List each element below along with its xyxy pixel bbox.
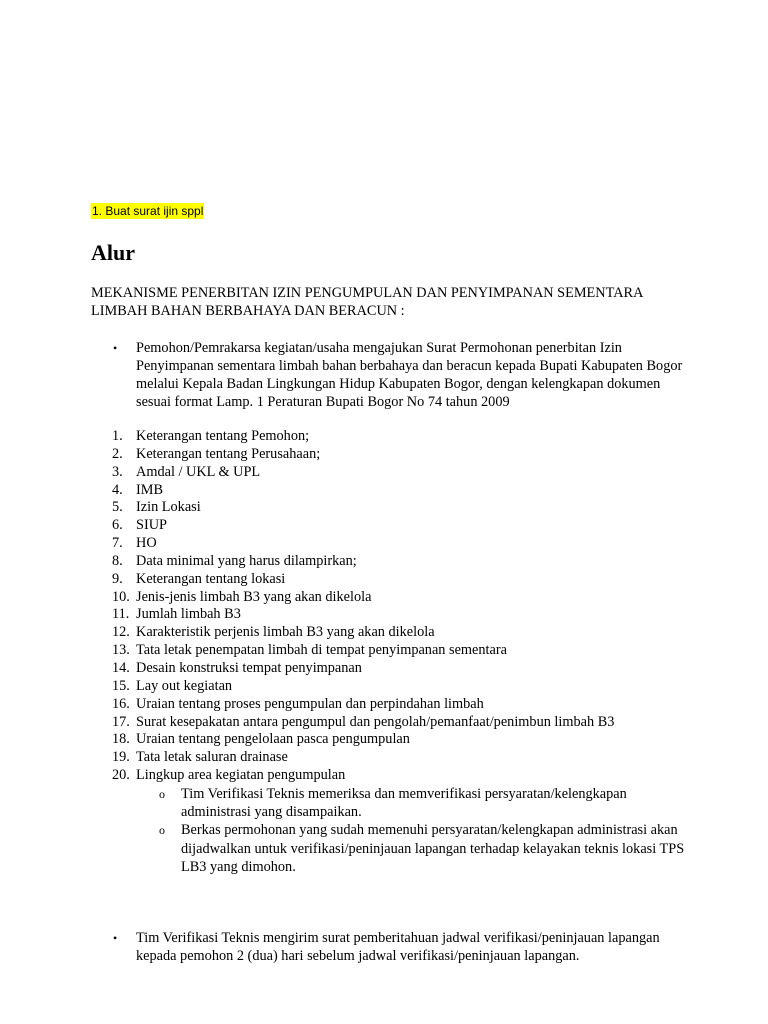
intro-paragraph: MEKANISME PENERBITAN IZIN PENGUMPULAN DAN PENYIMPANAN SEMENTARA LIMBAH BAHAN BERBAHAYA DAN BERACUN :: [91, 285, 643, 319]
requirements-list: [91, 428, 691, 785]
bullet-list-second: [91, 929, 691, 965]
list-item-number: 6.: [112, 517, 123, 534]
list-item: [91, 678, 691, 696]
list-item-number: 1.: [112, 428, 123, 444]
list-item: [91, 624, 691, 642]
bullet-icon: •: [113, 341, 118, 355]
list-item-number: 16.: [112, 695, 130, 712]
list-item-text: Amdal / UKL & UPL: [136, 463, 261, 480]
list-item: [91, 499, 691, 517]
list-item-number: 10.: [112, 588, 130, 605]
list-item-text: Desain konstruksi tempat penyimpanan: [136, 659, 362, 676]
list-item-number: 4.: [112, 481, 123, 498]
list-item-text: IMB: [136, 481, 164, 498]
sub-list-item: [91, 785, 691, 821]
bullet-item-text: Tim Verifikasi Teknis mengirim surat pemberitahuan jadwal verifikasi/peninjauan lapangan kepada pemohon 2 (dua) hari sebelum jadwal verifikasi/peninjauan lapangan.: [136, 930, 660, 964]
list-item-text: Lay out kegiatan: [136, 677, 233, 694]
list-item: [91, 428, 691, 446]
list-item: [91, 571, 691, 589]
circle-bullet-icon: o: [159, 823, 165, 838]
list-item-text: Keterangan tentang Pemohon;: [136, 428, 310, 444]
list-item-number: 15.: [112, 677, 130, 694]
list-item: [91, 553, 691, 571]
sub-list-item-text: Tim Verifikasi Teknis memeriksa dan memverifikasi persyaratan/kelengkapan administrasi yang disampaikan.: [181, 786, 627, 821]
list-item-number: 12.: [112, 624, 130, 641]
bullet-item-text: Pemohon/Pemrakarsa kegiatan/usaha mengajukan Surat Permohonan penerbitan Izin Penyimpanan sementara limbah bahan berbahaya dan beracun kepada Bupati Kabupaten Bogor melalui Kepala Badan Lingkungan Hidup Kabupaten Bogor, dengan kelengkapan dokumen sesuai format Lamp. 1 Peraturan Bupati Bogor No 74 tahun 2009: [136, 340, 683, 410]
list-item: [91, 714, 691, 732]
list-item-text: Tata letak penempatan limbah di tempat penyimpanan sementara: [136, 642, 507, 659]
list-item-number: 11.: [112, 606, 130, 623]
list-item: [91, 660, 691, 678]
list-item-text: Uraian tentang pengelolaan pasca pengumpulan: [136, 731, 410, 748]
list-item-number: 2.: [112, 445, 123, 462]
list-item: [91, 642, 691, 660]
list-item: [91, 731, 691, 749]
bullet-list-first: [91, 339, 691, 411]
list-item-text: Keterangan tentang Perusahaan;: [136, 445, 321, 462]
list-item-number: 19.: [112, 749, 130, 766]
list-item-number: 5.: [112, 499, 123, 516]
list-item: [91, 589, 691, 607]
list-item-text: Data minimal yang harus dilampirkan;: [136, 552, 357, 569]
list-item-text: Tata letak saluran drainase: [136, 749, 288, 766]
list-item-number: 13.: [112, 642, 130, 659]
list-item-text: Jumlah limbah B3: [136, 606, 241, 623]
list-item: [91, 482, 691, 500]
list-item-number: 17.: [112, 713, 130, 730]
list-item-number: 9.: [112, 570, 123, 587]
list-item-text: Jenis-jenis limbah B3 yang akan dikelola: [136, 588, 372, 605]
list-item: [91, 517, 691, 535]
circle-bullet-icon: o: [159, 787, 165, 801]
list-item-number: 3.: [112, 463, 123, 480]
list-item: [91, 696, 691, 714]
list-item: [91, 606, 691, 624]
bullet-item: [91, 929, 691, 965]
list-item-text: Lingkup area kegiatan pengumpulan: [136, 767, 346, 784]
list-item-number: 14.: [112, 659, 130, 676]
sub-list-item-text: Berkas permohonan yang sudah memenuhi persyaratan/kelengkapan administrasi akan dijadwalkan untuk verifikasi/peninjauan lapangan terhadap kelayakan teknis lokasi TPS LB3 yang dimohon.: [181, 822, 685, 875]
list-item-text: Surat kesepakatan antara pengumpul dan pengolah/pemanfaat/penimbun limbah B3: [136, 713, 615, 730]
list-item-number: 8.: [112, 552, 123, 569]
list-item: [91, 535, 691, 553]
list-item-text: Izin Lokasi: [136, 499, 201, 516]
bullet-icon: •: [113, 931, 118, 945]
list-item-number: 20.: [112, 767, 130, 784]
list-item-text: Keterangan tentang lokasi: [136, 570, 286, 587]
list-item: [91, 749, 691, 767]
list-item-text: SIUP: [136, 517, 167, 534]
bullet-item: [91, 339, 691, 411]
list-item-number: 7.: [112, 535, 123, 552]
verification-sub-list: [91, 785, 691, 876]
list-item-number: 18.: [112, 731, 130, 748]
page-title: Alur: [91, 240, 135, 265]
list-item: [91, 446, 691, 464]
list-item-text: HO: [136, 535, 157, 552]
list-item-text: Uraian tentang proses pengumpulan dan perpindahan limbah: [136, 695, 484, 712]
list-item: [91, 767, 691, 785]
highlighted-heading: 1. Buat surat ijin sppl: [92, 204, 204, 218]
list-item: [91, 464, 691, 482]
list-item-text: Karakteristik perjenis limbah B3 yang akan dikelola: [136, 624, 435, 641]
sub-list-item: [91, 821, 691, 876]
